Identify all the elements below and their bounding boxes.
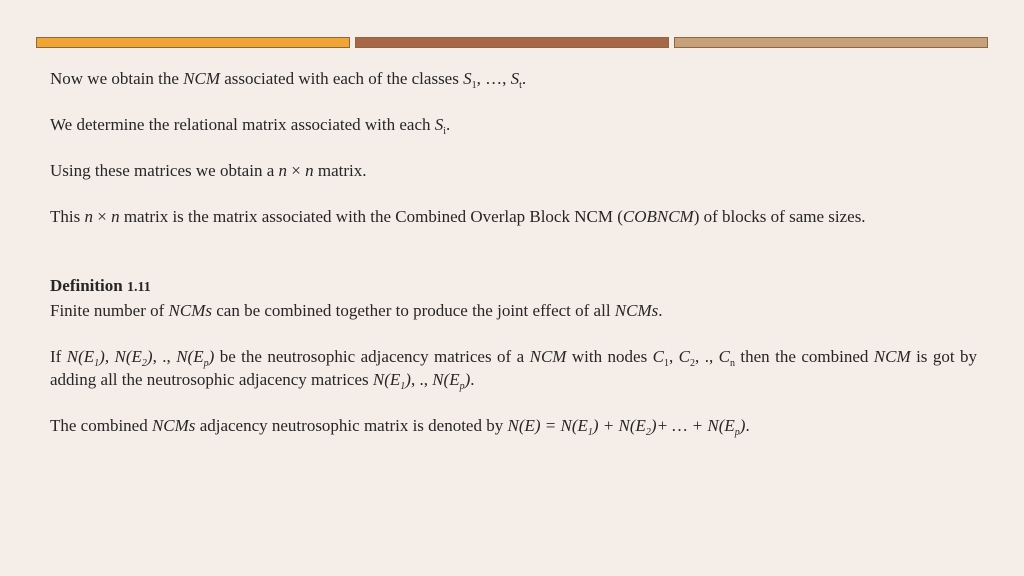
paragraph-relational-matrix: We determine the relational matrix associated with each $S_i$.: [50, 115, 451, 137]
paragraph-finite-ncms: Finite number of NCMs can be combined together to produce the joint effect of all NCMs.: [50, 301, 663, 320]
bar-orange: [36, 37, 350, 48]
bar-brown: [355, 37, 669, 48]
paragraph-obtain-ncm: Now we obtain the NCM associated with each of the classes $S_1$, …, $S_t$.: [50, 69, 527, 91]
paragraph-denoted-by: The combined NCMs adjacency neutrosophic matrix is denoted by $N(E) = N(E_1) + N(E_2)+$ … + $N(E_p)$.: [50, 416, 750, 438]
decorative-bars: [36, 37, 988, 48]
slide-content: [50, 67, 977, 437]
paragraph-cobncm: This n × n matrix is the matrix associated with the Combined Overlap Block NCM (COBNCM) of blocks of same sizes.: [50, 207, 866, 226]
paragraph-combined-ncm: If $N(E_1)$, $N(E_2)$, ., $N(E_p)$ be the neutrosophic adjacency matrices of a NCM with nodes $C_1$, $C_2$, ., $C_n$ then the combined NCM is got by adding all the neutrosophic adjacency matrices $N(E_1)$, ., $N(E_p)$.: [50, 347, 978, 392]
paragraph-n-by-n: Using these matrices we obtain a n × n matrix.: [50, 161, 367, 180]
bar-tan: [674, 37, 988, 48]
definition-heading: Definition 1.11: [50, 276, 151, 295]
